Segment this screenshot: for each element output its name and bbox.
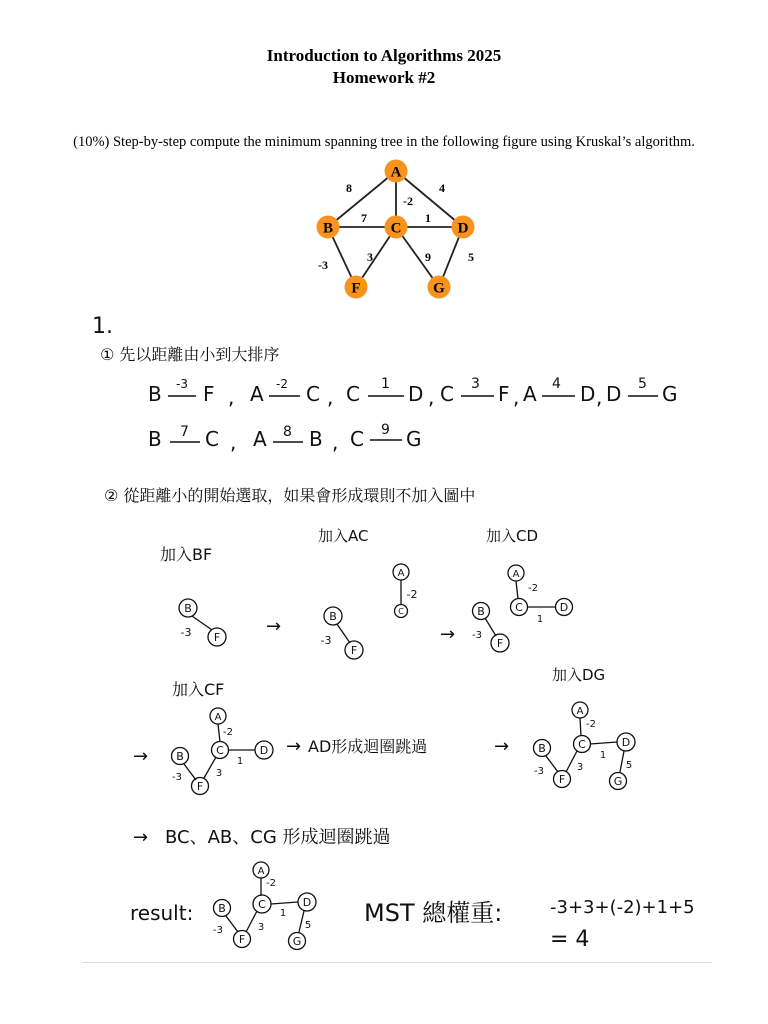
svg-text:-3: -3 xyxy=(472,630,482,641)
svg-text:F: F xyxy=(238,933,246,946)
sorted-2-u: A xyxy=(250,382,264,406)
sorted-3-v: D xyxy=(408,382,424,406)
svg-text:A: A xyxy=(214,712,222,723)
weight-a-b: 8 xyxy=(346,181,352,195)
sorted-3-w: 1 xyxy=(381,376,390,392)
sorted-4-w: 3 xyxy=(471,376,480,392)
node-b-label: B xyxy=(322,220,334,237)
arrow-4: → xyxy=(286,736,302,757)
svg-text:3: 3 xyxy=(576,762,584,773)
node-a-label: A xyxy=(390,164,402,181)
sorted-4-u: C xyxy=(440,382,454,406)
label-add-bf: 加入BF xyxy=(160,545,213,564)
svg-text:F: F xyxy=(558,773,566,786)
sorted-4-v: F xyxy=(498,382,510,406)
mst-expression: -3+3+(-2)+1+5 xyxy=(550,897,695,918)
sep-3: , xyxy=(428,385,435,409)
solution-number: 1. xyxy=(92,314,113,339)
svg-text:-2: -2 xyxy=(528,583,538,594)
label-add-dg: 加入DG xyxy=(552,666,606,684)
svg-text:1: 1 xyxy=(536,614,544,625)
sorted-8-v: B xyxy=(309,427,323,451)
sorted-6-w: 5 xyxy=(638,376,647,392)
svg-text:F: F xyxy=(213,631,221,644)
step1-heading: ① 先以距離由小到大排序 xyxy=(100,345,280,364)
svg-text:D: D xyxy=(621,736,631,749)
svg-text:C: C xyxy=(578,738,586,751)
sorted-6-v: G xyxy=(662,382,678,406)
sep-7: , xyxy=(332,430,339,454)
svg-text:1: 1 xyxy=(236,756,244,767)
arrow-6: → xyxy=(133,827,149,848)
svg-text:D: D xyxy=(559,601,569,614)
graph-figure xyxy=(317,160,475,299)
svg-text:-2: -2 xyxy=(406,588,418,601)
sorted-1-u: B xyxy=(148,382,162,406)
svg-text:C: C xyxy=(398,607,404,616)
question-text: (10%) Step-by-step compute the minimum spanning tree in the following figure using Kruskal’s algorithm. xyxy=(73,134,695,150)
svg-text:D: D xyxy=(259,744,269,757)
svg-text:-3: -3 xyxy=(534,766,544,777)
weight-c-d: 1 xyxy=(425,211,431,225)
sorted-5-v: D xyxy=(580,382,596,406)
svg-text:1: 1 xyxy=(279,908,287,919)
sorted-edges-line2 xyxy=(148,422,422,454)
label-add-cd: 加入CD xyxy=(486,527,539,545)
label-add-ac: 加入AC xyxy=(318,527,369,545)
weight-c-f: 3 xyxy=(367,250,373,264)
sorted-7-v: C xyxy=(205,427,219,451)
arrow-5: → xyxy=(494,736,510,757)
node-g-label: G xyxy=(433,280,445,297)
result-label: result: xyxy=(130,901,194,925)
svg-text:C: C xyxy=(515,601,523,614)
sorted-6-u: D xyxy=(606,382,622,406)
sorted-8-w: 8 xyxy=(283,424,292,440)
sorted-9-v: G xyxy=(406,427,422,451)
svg-text:5: 5 xyxy=(304,920,312,931)
svg-text:A: A xyxy=(576,706,584,717)
svg-text:B: B xyxy=(477,605,485,618)
weight-a-d: 4 xyxy=(439,181,445,195)
homework-number: Homework #2 xyxy=(332,68,436,87)
sorted-1-w: -3 xyxy=(176,377,188,391)
svg-text:C: C xyxy=(216,744,224,757)
node-c-label: C xyxy=(390,220,402,237)
step2-heading: ② 從距離小的開始選取，如果會形成環則不加入圖中 xyxy=(104,486,476,505)
svg-text:C: C xyxy=(258,898,266,911)
arrow-3: → xyxy=(133,746,149,767)
svg-text:-2: -2 xyxy=(223,727,233,738)
sep-2: , xyxy=(327,385,334,409)
svg-text:3: 3 xyxy=(257,922,265,933)
svg-text:B: B xyxy=(329,610,337,623)
svg-text:D: D xyxy=(302,896,312,909)
svg-text:F: F xyxy=(496,637,504,650)
sorted-5-w: 4 xyxy=(552,376,561,392)
svg-text:-3: -3 xyxy=(320,634,332,647)
sorted-8-u: A xyxy=(253,427,267,451)
svg-text:B: B xyxy=(538,742,546,755)
svg-text:-3: -3 xyxy=(180,626,192,639)
weight-b-c: 7 xyxy=(361,211,367,225)
svg-text:-3: -3 xyxy=(172,772,182,783)
sorted-9-u: C xyxy=(350,427,364,451)
svg-text:3: 3 xyxy=(215,768,223,779)
label-add-cf: 加入CF xyxy=(172,680,225,699)
svg-text:A: A xyxy=(397,568,405,579)
sorted-3-u: C xyxy=(346,382,360,406)
ad-skip-note: AD形成迴圈跳過 xyxy=(308,737,428,756)
sorted-2-w: -2 xyxy=(276,377,288,391)
node-f-label: F xyxy=(351,280,361,297)
mst-total: = 4 xyxy=(550,927,590,952)
sorted-1-v: F xyxy=(203,382,215,406)
weight-a-c: -2 xyxy=(403,194,413,208)
svg-text:5: 5 xyxy=(625,760,633,771)
svg-text:A: A xyxy=(257,866,265,877)
page-bottom-rule xyxy=(82,962,712,963)
weight-d-g: 5 xyxy=(468,250,474,264)
graph-nodes xyxy=(317,160,475,299)
svg-text:G: G xyxy=(613,775,623,788)
document-title: Introduction to Algorithms 2025 xyxy=(266,46,502,65)
weight-c-g: 9 xyxy=(425,250,431,264)
mini-tree-labels xyxy=(172,568,632,948)
svg-text:G: G xyxy=(292,935,302,948)
skip-others-note: BC、AB、CG 形成迴圈跳過 xyxy=(165,827,391,848)
sorted-7-w: 7 xyxy=(180,424,189,440)
svg-text:-2: -2 xyxy=(586,719,596,730)
arrow-2: → xyxy=(440,624,456,645)
weight-b-f: -3 xyxy=(318,258,328,272)
svg-text:A: A xyxy=(512,569,520,580)
sorted-5-u: A xyxy=(523,382,537,406)
sorted-2-v: C xyxy=(306,382,320,406)
sorted-7-u: B xyxy=(148,427,162,451)
sorted-edges-line1 xyxy=(148,376,678,409)
arrow-1: → xyxy=(266,616,282,637)
svg-text:F: F xyxy=(196,780,204,793)
svg-text:B: B xyxy=(218,902,226,915)
svg-text:-2: -2 xyxy=(266,878,276,889)
mst-label: MST 總權重: xyxy=(364,899,503,927)
svg-text:-3: -3 xyxy=(213,925,223,936)
svg-text:B: B xyxy=(184,602,192,615)
sep-5: , xyxy=(596,385,603,409)
svg-text:F: F xyxy=(350,644,358,657)
svg-text:1: 1 xyxy=(599,750,607,761)
sep-4: , xyxy=(513,385,520,409)
svg-text:B: B xyxy=(176,750,184,763)
sep-6: , xyxy=(230,430,237,454)
sorted-9-w: 9 xyxy=(381,422,390,438)
sep-1: , xyxy=(228,385,235,409)
node-d-label: D xyxy=(457,220,469,237)
